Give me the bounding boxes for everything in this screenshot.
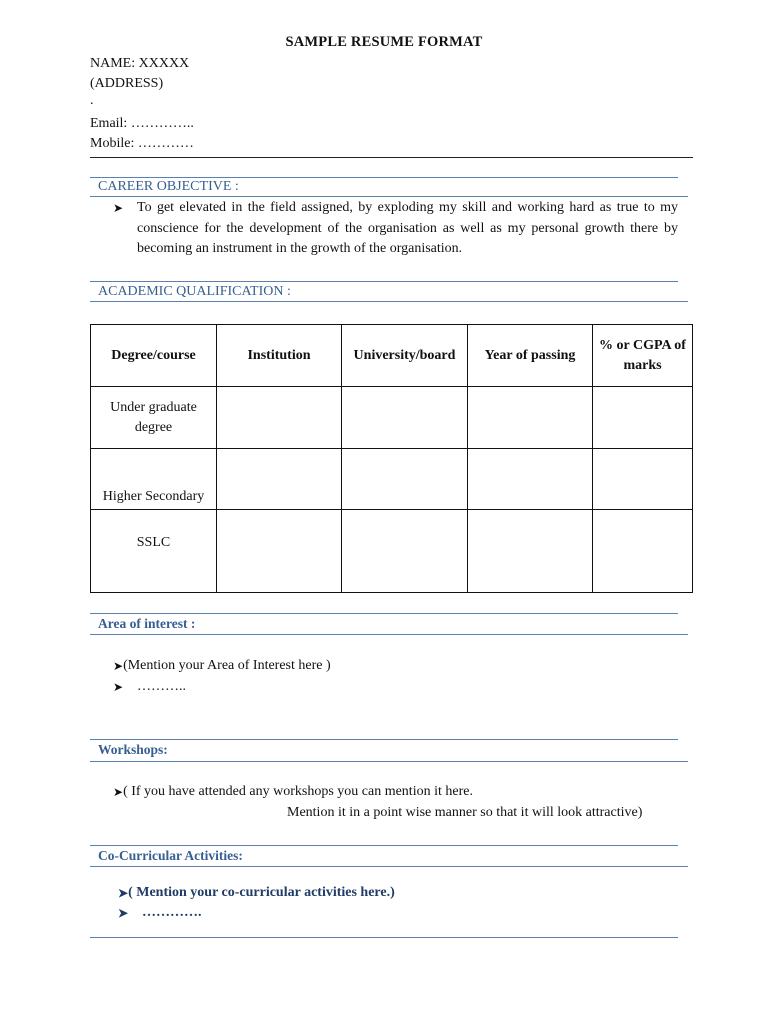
arrow-bullet-icon: ➤	[113, 680, 124, 694]
col-header-degree: Degree/course	[91, 325, 217, 387]
col-header-institution: Institution	[217, 325, 342, 387]
table-header-row	[91, 325, 693, 387]
contact-block	[90, 54, 194, 154]
table-cell	[593, 510, 693, 593]
table-cell	[342, 449, 468, 510]
table-cell	[342, 510, 468, 593]
area-of-interest-heading: Area of interest :	[98, 616, 196, 631]
name-line: NAME: XXXXX	[90, 56, 190, 71]
interest-item-text: (Mention your Area of Interest here )	[123, 658, 331, 673]
table-cell	[593, 387, 693, 449]
footer-rule	[90, 937, 678, 938]
cocurricular-item	[118, 903, 202, 923]
table-cell	[217, 510, 342, 593]
co-curricular-heading: Co-Curricular Activities:	[98, 848, 243, 863]
table-cell	[468, 510, 593, 593]
arrow-bullet-icon: ➤	[118, 906, 129, 920]
cocurricular-item-text: ( Mention your co-curricular activities here.)	[128, 885, 395, 900]
career-heading-bottom-rule	[90, 196, 688, 197]
interest-item-text: ………..	[137, 679, 186, 694]
table-cell	[593, 449, 693, 510]
career-objective-text: To get elevated in the field assigned, by exploding my skill and working hard as true to my conscience for the development of the organisation as well as my personal growth there by becoming an instrument in the growth of the organisation.	[137, 200, 678, 256]
table-row	[91, 387, 693, 449]
academic-heading-bottom-rule	[90, 301, 688, 302]
table-cell-degree: SSLC	[91, 510, 217, 593]
workshops-line-2: Mention it in a point wise manner so that it will look attractive)	[287, 805, 643, 820]
table-cell-degree: Under graduate degree	[91, 387, 217, 449]
dot-line: .	[90, 93, 94, 108]
cocurricular-heading-bottom-rule	[90, 866, 688, 867]
workshops-heading: Workshops:	[98, 742, 168, 757]
col-header-university: University/board	[342, 325, 468, 387]
career-objective-bullet	[113, 198, 678, 260]
academic-table	[90, 324, 693, 593]
col-header-year: Year of passing	[468, 325, 593, 387]
interest-heading-bottom-rule	[90, 634, 688, 635]
interest-item	[113, 677, 186, 697]
cocurricular-item-text: ………….	[142, 905, 202, 920]
arrow-bullet-icon: ➤	[113, 659, 124, 673]
arrow-bullet-icon: ➤	[113, 201, 124, 215]
table-row	[91, 510, 693, 593]
table-cell	[468, 387, 593, 449]
table-cell	[468, 449, 593, 510]
interest-item	[113, 656, 331, 676]
email-line: Email: …………..	[90, 116, 194, 131]
table-cell	[217, 449, 342, 510]
career-objective-heading: CAREER OBJECTIVE :	[98, 179, 239, 194]
header-divider	[90, 157, 693, 158]
col-header-marks: % or CGPA of marks	[593, 325, 693, 387]
academic-qualification-heading: ACADEMIC QUALIFICATION :	[98, 284, 291, 299]
table-cell	[342, 387, 468, 449]
mobile-line: Mobile: …………	[90, 136, 194, 151]
table-cell	[217, 387, 342, 449]
table-cell-degree: Higher Secondary	[91, 449, 217, 510]
arrow-bullet-icon: ➤	[118, 886, 129, 900]
workshops-item	[113, 782, 473, 802]
address-line: (ADDRESS)	[90, 76, 164, 91]
cocurricular-item	[118, 883, 395, 903]
table-row	[91, 449, 693, 510]
document-title: SAMPLE RESUME FORMAT	[285, 34, 483, 50]
arrow-bullet-icon: ➤	[113, 785, 124, 799]
workshops-line-1: ( If you have attended any workshops you can mention it here.	[123, 784, 473, 799]
workshops-heading-top-rule	[90, 739, 678, 740]
workshops-heading-bottom-rule	[90, 761, 688, 762]
